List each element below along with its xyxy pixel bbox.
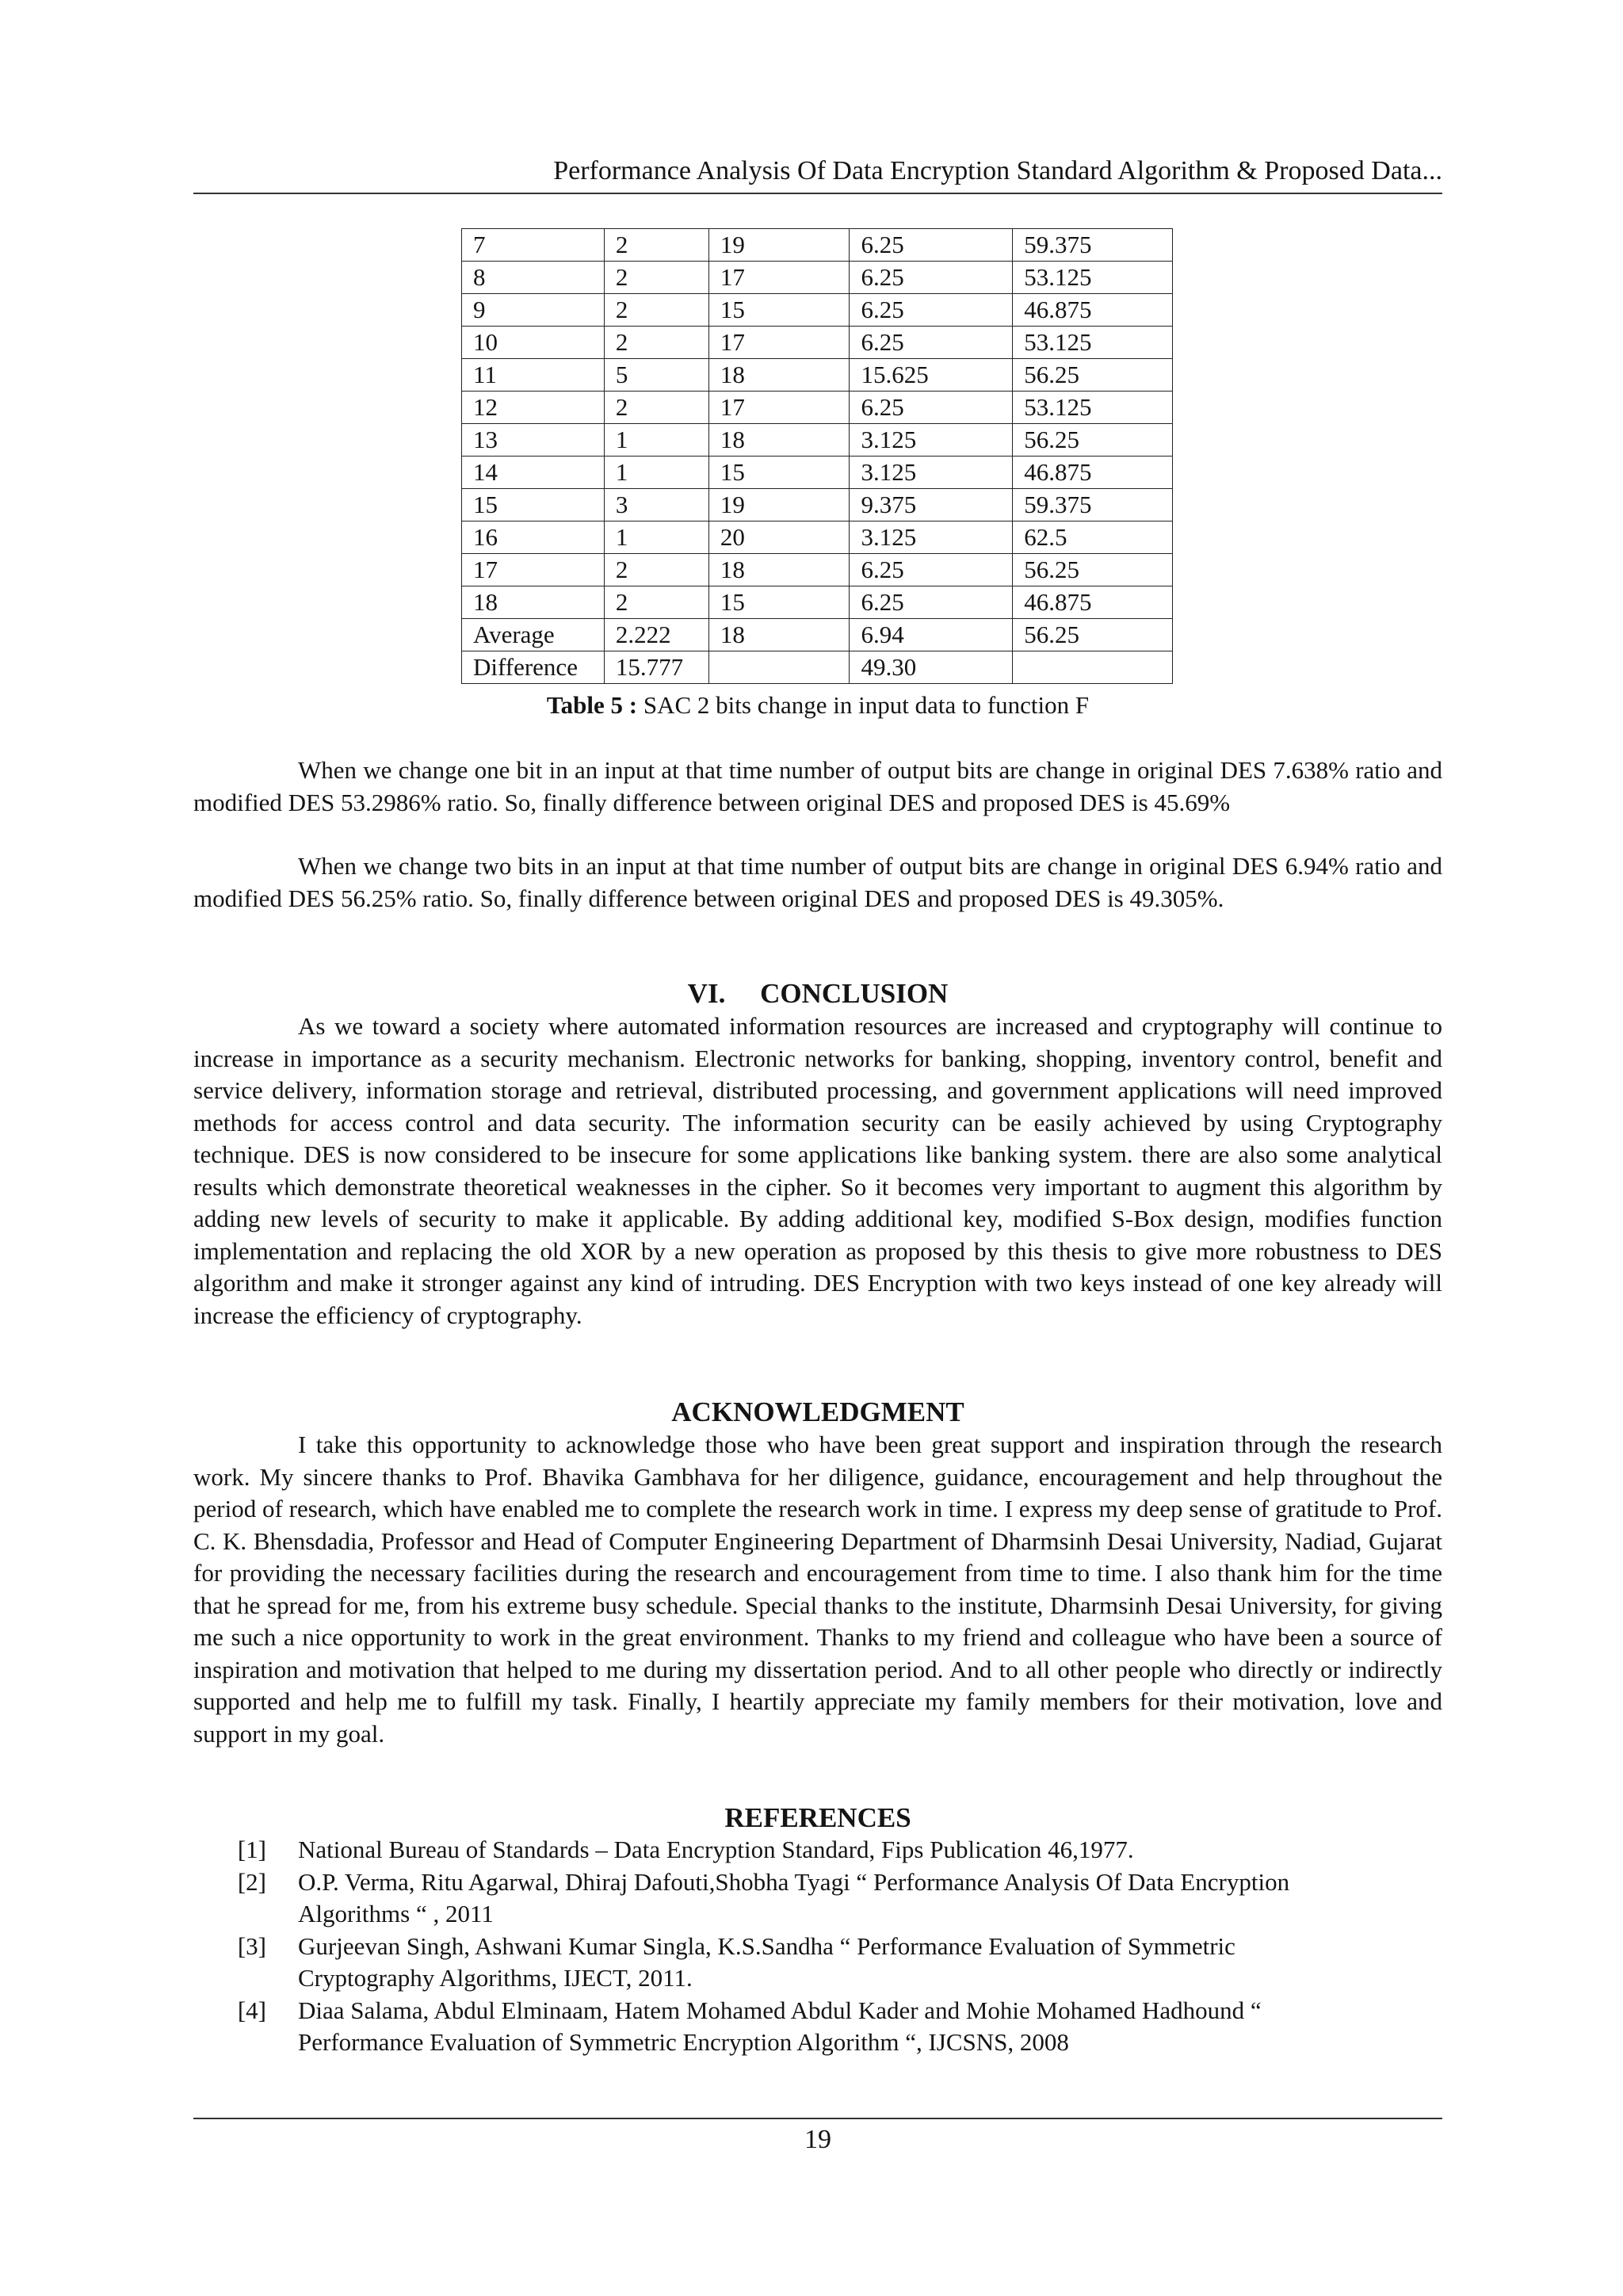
table-cell: 3.125 bbox=[850, 424, 1013, 457]
table-row bbox=[462, 586, 1173, 619]
table-cell: 2.222 bbox=[604, 619, 708, 651]
table-cell: 49.30 bbox=[850, 651, 1013, 684]
sac-results-table bbox=[461, 228, 1173, 684]
table-cell: 53.125 bbox=[1013, 262, 1173, 294]
table-cell: 2 bbox=[604, 294, 708, 327]
table-cell: 15 bbox=[462, 489, 605, 521]
reference-item bbox=[193, 1931, 1442, 1995]
table-cell: 9 bbox=[462, 294, 605, 327]
table-row bbox=[462, 229, 1173, 262]
reference-text: National Bureau of Standards – Data Encryption Standard, Fips Publication 46,1977. bbox=[298, 1836, 1134, 1863]
table-cell: 17 bbox=[708, 327, 850, 359]
table-cell: 6.94 bbox=[850, 619, 1013, 651]
table-cell: 62.5 bbox=[1013, 521, 1173, 554]
reference-text: Gurjeevan Singh, Ashwani Kumar Singla, K.S.Sandha “ Performance Evaluation of Symmetric Cryptography Algorithms, IJECT, 2011. bbox=[298, 1931, 1235, 1992]
table-cell: 15 bbox=[708, 294, 850, 327]
table-row bbox=[462, 359, 1173, 392]
table-cell: 2 bbox=[604, 586, 708, 619]
table-cell bbox=[1013, 651, 1173, 684]
conclusion-heading: VI. CONCLUSION bbox=[687, 978, 949, 1009]
reference-number: [1] bbox=[237, 1836, 266, 1863]
table-cell: 15.625 bbox=[850, 359, 1013, 392]
table-cell: 56.25 bbox=[1013, 554, 1173, 586]
reference-item bbox=[193, 1995, 1442, 2059]
table-cell: Difference bbox=[462, 651, 605, 684]
table-cell: 17 bbox=[708, 392, 850, 424]
table-cell: 6.25 bbox=[850, 294, 1013, 327]
table-cell: 16 bbox=[462, 521, 605, 554]
table-cell: 53.125 bbox=[1013, 392, 1173, 424]
references-heading: REFERENCES bbox=[724, 1802, 911, 1833]
table-cell: 1 bbox=[604, 521, 708, 554]
table-cell: 18 bbox=[708, 619, 850, 651]
page-number: 19 bbox=[804, 2125, 831, 2154]
results-paragraph-two-bits: When we change two bits in an input at that time number of output bits are change in original DES 6.94% ratio and modified DES 56.25% ratio. So, finally difference between original DES and proposed DES is 49.305%. bbox=[193, 852, 1442, 912]
table-cell: 59.375 bbox=[1013, 229, 1173, 262]
table-cell: 17 bbox=[462, 554, 605, 586]
footer-rule bbox=[193, 2118, 1442, 2119]
table-cell: 56.25 bbox=[1013, 359, 1173, 392]
table-cell: 10 bbox=[462, 327, 605, 359]
reference-text: O.P. Verma, Ritu Agarwal, Dhiraj Dafouti,Shobha Tyagi “ Performance Analysis Of Data Encryption Algorithms “ , 2011 bbox=[298, 1867, 1290, 1927]
table-cell: 1 bbox=[604, 457, 708, 489]
table-cell bbox=[708, 651, 850, 684]
table-caption-label: Table 5 : bbox=[546, 691, 638, 719]
reference-number: [2] bbox=[237, 1867, 266, 1896]
table-cell: 13 bbox=[462, 424, 605, 457]
table-cell: 3.125 bbox=[850, 457, 1013, 489]
conclusion-paragraph: As we toward a society where automated information resources are increased and cryptography will continue to increase in importance as a security mechanism. Electronic networks for banking, shopping, inventory control, benefit and service delivery, information storage and retrieval, distributed processing, and government applications will need improved methods for access control and data security. The information security can be easily achieved by using Cryptography technique. DES is now considered to be insecure for some applications like banking system. there are also some analytical results which demonstrate theoretical weaknesses in the cipher. So it becomes very important to augment this algorithm by adding new levels of security to make it applicable. By adding additional key, modified S-Box design, modifies function implementation and replacing the old XOR by a new operation as proposed by this thesis to give more robustness to DES algorithm and make it stronger against any kind of intruding. DES Encryption with two keys instead of one key already will increase the efficiency of cryptography. bbox=[193, 1012, 1442, 1329]
table-cell: 18 bbox=[708, 554, 850, 586]
table-cell: 2 bbox=[604, 327, 708, 359]
table-row-difference bbox=[462, 651, 1173, 684]
reference-item bbox=[193, 1834, 1442, 1866]
table-cell: 46.875 bbox=[1013, 294, 1173, 327]
table-row bbox=[462, 424, 1173, 457]
table-cell: 6.25 bbox=[850, 229, 1013, 262]
reference-number: [4] bbox=[237, 1996, 266, 2024]
table-cell: 6.25 bbox=[850, 586, 1013, 619]
reference-number: [3] bbox=[237, 1931, 266, 1960]
table-row bbox=[462, 619, 1173, 651]
table-cell: 6.25 bbox=[850, 554, 1013, 586]
table-cell: 8 bbox=[462, 262, 605, 294]
references-list bbox=[193, 1834, 1442, 2059]
table-cell: 5 bbox=[604, 359, 708, 392]
table-cell: 15 bbox=[708, 586, 850, 619]
table-row bbox=[462, 392, 1173, 424]
running-header: Performance Analysis Of Data Encryption Standard Algorithm & Proposed Data... bbox=[553, 156, 1442, 185]
table-cell: 3.125 bbox=[850, 521, 1013, 554]
table-row bbox=[462, 554, 1173, 586]
table-cell: 19 bbox=[708, 229, 850, 262]
reference-item bbox=[193, 1866, 1442, 1931]
table-cell: 19 bbox=[708, 489, 850, 521]
table-cell: 6.25 bbox=[850, 327, 1013, 359]
table-row bbox=[462, 327, 1173, 359]
table-cell: 2 bbox=[604, 229, 708, 262]
table-body bbox=[462, 229, 1173, 684]
table-cell: 6.25 bbox=[850, 392, 1013, 424]
table-cell: 20 bbox=[708, 521, 850, 554]
table-cell: 12 bbox=[462, 392, 605, 424]
table-cell: 9.375 bbox=[850, 489, 1013, 521]
acknowledgment-paragraph: I take this opportunity to acknowledge those who have been great support and inspiration through the research work. My sincere thanks to Prof. Bhavika Gambhava for her diligence, guidance, encouragement and help throughout the period of research, which have enabled me to complete the research work in time. I express my deep sense of gratitude to Prof. C. K. Bhensdadia, Professor and Head of Computer Engineering Department of Dharmsinh Desai University, Nadiad, Gujarat for providing the necessary facilities during the research and encouragement from time to time. I also thank him for the time that he spread for me, from his extreme busy schedule. Special thanks to the institute, Dharmsinh Desai University, for giving me such a nice opportunity to work in the great environment. Thanks to my friend and colleague who have been a source of inspiration and motivation that helped to me during my dissertation period. And to all other people who directly or indirectly supported and help me to fulfill my task. Finally, I heartily appreciate my family members for their motivation, love and support in my goal. bbox=[193, 1431, 1442, 1748]
table-caption bbox=[193, 690, 1442, 721]
table-cell: 17 bbox=[708, 262, 850, 294]
acknowledgment-heading: ACKNOWLEDGMENT bbox=[671, 1396, 964, 1427]
table-cell: 3 bbox=[604, 489, 708, 521]
table-cell: 53.125 bbox=[1013, 327, 1173, 359]
table-cell: 18 bbox=[708, 424, 850, 457]
table-cell: 6.25 bbox=[850, 262, 1013, 294]
table-cell: 11 bbox=[462, 359, 605, 392]
table-cell: 46.875 bbox=[1013, 457, 1173, 489]
table-cell: 15 bbox=[708, 457, 850, 489]
table-cell: Average bbox=[462, 619, 605, 651]
table-cell: 2 bbox=[604, 554, 708, 586]
reference-text: Diaa Salama, Abdul Elminaam, Hatem Mohamed Abdul Kader and Mohie Mohamed Hadhound “ Performance Evaluation of Symmetric Encryption Algorithm “, IJCSNS, 2008 bbox=[298, 1996, 1262, 2056]
table-row bbox=[462, 457, 1173, 489]
table-cell: 56.25 bbox=[1013, 619, 1173, 651]
table-caption-text: SAC 2 bits change in input data to function F bbox=[637, 691, 1090, 719]
table-cell: 46.875 bbox=[1013, 586, 1173, 619]
table-cell: 2 bbox=[604, 262, 708, 294]
header-rule bbox=[193, 193, 1442, 194]
table-row bbox=[462, 489, 1173, 521]
table-cell: 18 bbox=[462, 586, 605, 619]
table-cell: 2 bbox=[604, 392, 708, 424]
table-cell: 56.25 bbox=[1013, 424, 1173, 457]
table-row bbox=[462, 521, 1173, 554]
table-cell: 7 bbox=[462, 229, 605, 262]
table-row bbox=[462, 294, 1173, 327]
table-cell: 59.375 bbox=[1013, 489, 1173, 521]
table-cell: 1 bbox=[604, 424, 708, 457]
table-cell: 14 bbox=[462, 457, 605, 489]
table-cell: 18 bbox=[708, 359, 850, 392]
table-row bbox=[462, 262, 1173, 294]
results-paragraph-one-bit: When we change one bit in an input at that time number of output bits are change in original DES 7.638% ratio and modified DES 53.2986% ratio. So, finally difference between original DES and proposed DES is 45.69% bbox=[193, 756, 1442, 816]
table-cell: 15.777 bbox=[604, 651, 708, 684]
